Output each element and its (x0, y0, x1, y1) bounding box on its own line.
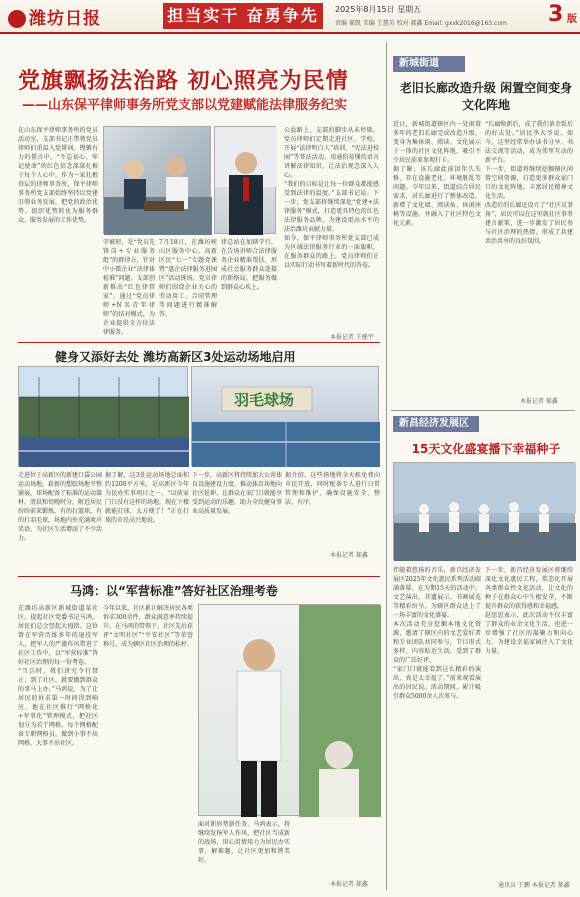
news-byline: 本报记者 郝鑫 (520, 398, 558, 405)
news-headline: 老旧长廊改造升级 闲置空间变身文化阵地 (399, 81, 573, 112)
news-column-1 (393, 120, 481, 408)
profile-column-2 (103, 604, 193, 884)
logo-seal-icon (8, 10, 26, 28)
news-paragraph: 改造后的长廊还设立了“社区议事角”，居民可以在这里就社区事务建言献策，进一步激发了居民参与社区治理的热情，形成了共建共治共享的良好氛围。 (485, 202, 573, 245)
sports-paragraph: 据了解，这3处运动场地总面积约1200平方米，是高新区今年为民办实事项目之一。“以前家门口没有这样的场地，现在下楼就能打球，太方便了！”正在打球的市民高兴地说。 (105, 472, 190, 524)
badminton-scene (192, 367, 380, 467)
performance-scene (394, 463, 576, 561)
lead-column-3 (159, 238, 217, 328)
slogan-banner: 担当实干 奋勇争先 (163, 3, 323, 29)
lead-subheadline: ——山东保平律师事务所党支部以党建赋能法律服务纪实 (22, 98, 348, 113)
lead-column-4 (221, 238, 277, 328)
sports-paragraph: 下一步，高新区将持续加大公共体育设施建设力度，推动体育场地向社区延伸，让群众在家门口就能享受到运动的乐趣，助力全民健身事业高质量发展。 (192, 472, 283, 515)
editor-credits: 责编 郝凯 美编 王慧英 校对 郝鑫 Email: gxxk2016@163.com (335, 20, 507, 27)
lead-right-paragraph: 公益路上，支部的脚步从未停歇。党员律师们定期走进社区、学校，开展“法律明白人”培训、“宪法进校园”等普法活动，用通俗易懂的语言讲解法律知识，让法治观念深入人心。 (284, 127, 379, 179)
lead-paragraph: 在山东保平律师事务所的党员活动室，支部书记正带领党员律师们重温入党誓词。铿锵有力的誓言中，“不忘初心、牢记使命”的红色信念深深扎根于每个人心中。作为一家扎根基层的律师事务所，保平律师事务所党支部始终坚持以党建引领业务发展，把党的政治优势、组织优势转化为服务群众、服务发展的工作优势。 (18, 127, 98, 224)
sports-column-1 (18, 471, 102, 571)
profile-paragraph: 面对新形势新任务，马鸿表示，将继续发扬军人作风，把社区当成新的战场，用心用情用力为居民办实事、解难题，让社区更加和谐美好。 (198, 821, 290, 864)
sports-column-4 (285, 471, 380, 551)
sports-column-3 (192, 471, 282, 571)
paper-name: 潍坊日报 (29, 9, 101, 29)
sports-column-2 (105, 471, 189, 571)
culture-paragraph: 伴随着悠扬的音乐，新昌经济发展区2025年文化惠民系列活动圆满落幕。在为期15天的活动中，文艺演出、非遗展示、书画展览等精彩纷呈，为辖区群众送上了一场丰富的文化盛宴。 (393, 567, 481, 619)
court-sign: 羽毛球场 (234, 391, 295, 409)
sports-paragraph: 据介绍，这些场地将全天候免费向市民开放，同时配备专人进行日常管理和维护，确保设施安全、整洁、有序。 (285, 472, 380, 506)
profile-paragraph: 在潍坊高新区新城街道某社区，提起社区党委书记马鸿，居民们总会竖起大拇指。这位曾在军营历练多年的退役军人，把军人的严谨作风带进了社区工作中，以“军营标准”答好社区治理的每一份考卷。 (18, 605, 98, 666)
sports-photo-badminton (191, 366, 379, 466)
lead-mid-paragraph: 7月18日，在潍坊峡山区服务中心，高新区民“七一”专题党课暨“惠企法律服务进园区”活动现场，党员律师们围绕企业关心的劳动用工、合同管理等问题进行精准解答。 (159, 239, 217, 318)
news-paragraph: 据了解，该长廊此前因年久失修，存在设施老化、环境脏乱等问题。今年以来，街道结合居民需求，对长廊进行了整体改造，新增了文化墙、阅读角、休闲座椅等设施，并融入了社区特色文化元素。 (393, 166, 481, 227)
court-scene (19, 367, 189, 467)
sports-byline: 本报记者 郝鑫 (330, 552, 368, 559)
issue-date: 2025年8月15日 星期五 (335, 5, 422, 14)
photo-scene (104, 127, 212, 235)
profile-paragraph: 今年以来，社区累计解决居民各类诉求300余件，群众满意率持续提升。在马鸿的带领下，社区先后获评“文明社区”“平安社区”等荣誉称号，成为辖区社区治理的标杆。 (103, 605, 194, 648)
lead-right-paragraph: 如今，保平律师事务所党支部已成为区域法律服务行业的一面旗帜，在服务群众的路上，党员律师们正以实际行动书写着新时代的答卷。 (284, 235, 379, 269)
news-column-2 (485, 120, 573, 408)
news-paragraph: 下一步，街道将继续挖掘辖区闲置空间资源，打造更多群众家门口的文化阵地，丰富居民精神文化生活。 (485, 166, 573, 200)
profile-paragraph: “当兵时，我们讲究令行禁止；到了社区，就要做到群众的事马上办。”马鸿说。为了让居民的诉求第一时间得到响应，他在社区推行“网格化+军事化”管理模式，把社区划分为若干网格，每个网格配备专职网格员，做到小事不出网格、大事不出社区。 (18, 668, 98, 747)
culture-column-2 (485, 566, 573, 866)
news-section-label: 新城街道 (393, 56, 465, 72)
lead-mid-paragraph: 字被形，是“党员先锋岗+专业服务组”的群律方，针对中小微企业“法律体检难”问题，支部创新推出“红色律管家”，通过“党员律师+N名青年律师”的结对模式，为企业提供全方位法律服务。 (103, 239, 155, 336)
profile-headline: 马鸿：以“军营标准”答好社区治理考卷 (70, 584, 278, 598)
section-divider (18, 342, 380, 343)
page-number: 3 (548, 2, 564, 27)
culture-headline: 15天文化盛宴播下幸福种子 (411, 442, 561, 456)
culture-paragraph: “家门口就能看到这么精彩的演出，真是太幸福了。”前来观看演出的居民说。活动期间，累计吸引群众5000余人次参与。 (393, 666, 481, 700)
culture-photo-performance (393, 462, 575, 560)
sports-headline: 健身又添好去处 潍坊高新区3处运动场地启用 (55, 350, 296, 364)
profile-column-1 (18, 604, 98, 884)
sports-paragraph: 走进位于高新区的新建口袋公园运动场地，崭新的塑胶场地平整铺展，球场配备了标准的运动器材。清晨和傍晚时分，附近居民纷纷前来锻炼，有的打篮球，有的打羽毛球，场地内外充满欢声笑语，为社区生活增添了不少活力。 (18, 472, 103, 542)
profile-column-3 (198, 820, 290, 886)
lead-column-5 (284, 126, 379, 331)
newspaper-logo (8, 4, 101, 29)
culture-paragraph: 本次活动充分挖掘本地文化资源，邀请了辖区内的文艺爱好者和专业团队共同参与，节目形式多样、内容贴近生活，受到了群众的广泛好评。 (393, 621, 481, 664)
lead-byline: 本报记者 王健宇 (330, 334, 374, 341)
column-divider (386, 42, 387, 890)
culture-paragraph: 赵思思表示，此次活动不仅丰富了群众的业余文化生活，也进一步增强了社区的凝聚力和向心力，为建设幸福家园注入了文化力量。 (485, 612, 573, 655)
lead-headline: 党旗飘扬法治路 初心照亮为民情 (18, 69, 349, 94)
culture-byline: 通讯员 王鹏 本报记者 郝鑫 (498, 882, 570, 889)
photo-lawyer-scene (215, 127, 277, 235)
section-divider (18, 576, 380, 577)
section-divider (391, 410, 575, 411)
news-paragraph: “长廊焕新后，成了我们茶余饭后的好去处。”居民李大爷说。如今，这里经常举办读书分享、书法交流等活动，成为邻里互动的新平台。 (485, 121, 573, 164)
profile-byline: 本报记者 郝鑫 (330, 881, 368, 888)
profile-photo-portrait (198, 604, 380, 816)
lead-column-2 (103, 238, 155, 336)
lead-right-paragraph: “我们的目标是让每一位群众都能感受到法律的温度。”支部书记说。下一步，党支部将继续深化“党建+法律服务”模式，打造更具特色的红色法律服务品牌，为建设更高水平的法治潍坊贡献力量。 (284, 181, 379, 233)
profile-column-4 (294, 820, 380, 876)
lead-photo-lawyer (214, 126, 276, 234)
culture-paragraph: 下一步，新昌经济发展区将继续深化文化惠民工程，常态化开展各类群众性文化活动，让文化的种子在群众心中生根发芽，不断提升群众的获得感和幸福感。 (485, 567, 573, 610)
page-suffix: 版 (567, 14, 577, 25)
masthead (0, 0, 580, 34)
news-paragraph: 近日，新城街道辖区内一处闲置多年的老旧长廊完成改造升级，变身为集休闲、阅读、文化展示于一体的社区文化阵地，吸引不少居民前来参观打卡。 (393, 121, 481, 164)
lead-photo-consultation (103, 126, 211, 234)
lead-mid-paragraph: 律总站在加辖学行，在告场讲师合法律服务企业精准帮扶，形成社会服务群众连接的新格局，把服务做到群众心坎上。 (221, 239, 277, 291)
sports-photo-court (18, 366, 188, 466)
portrait-scene (199, 605, 381, 817)
culture-column-1 (393, 566, 481, 866)
culture-section-label: 新昌经济发展区 (393, 416, 479, 432)
